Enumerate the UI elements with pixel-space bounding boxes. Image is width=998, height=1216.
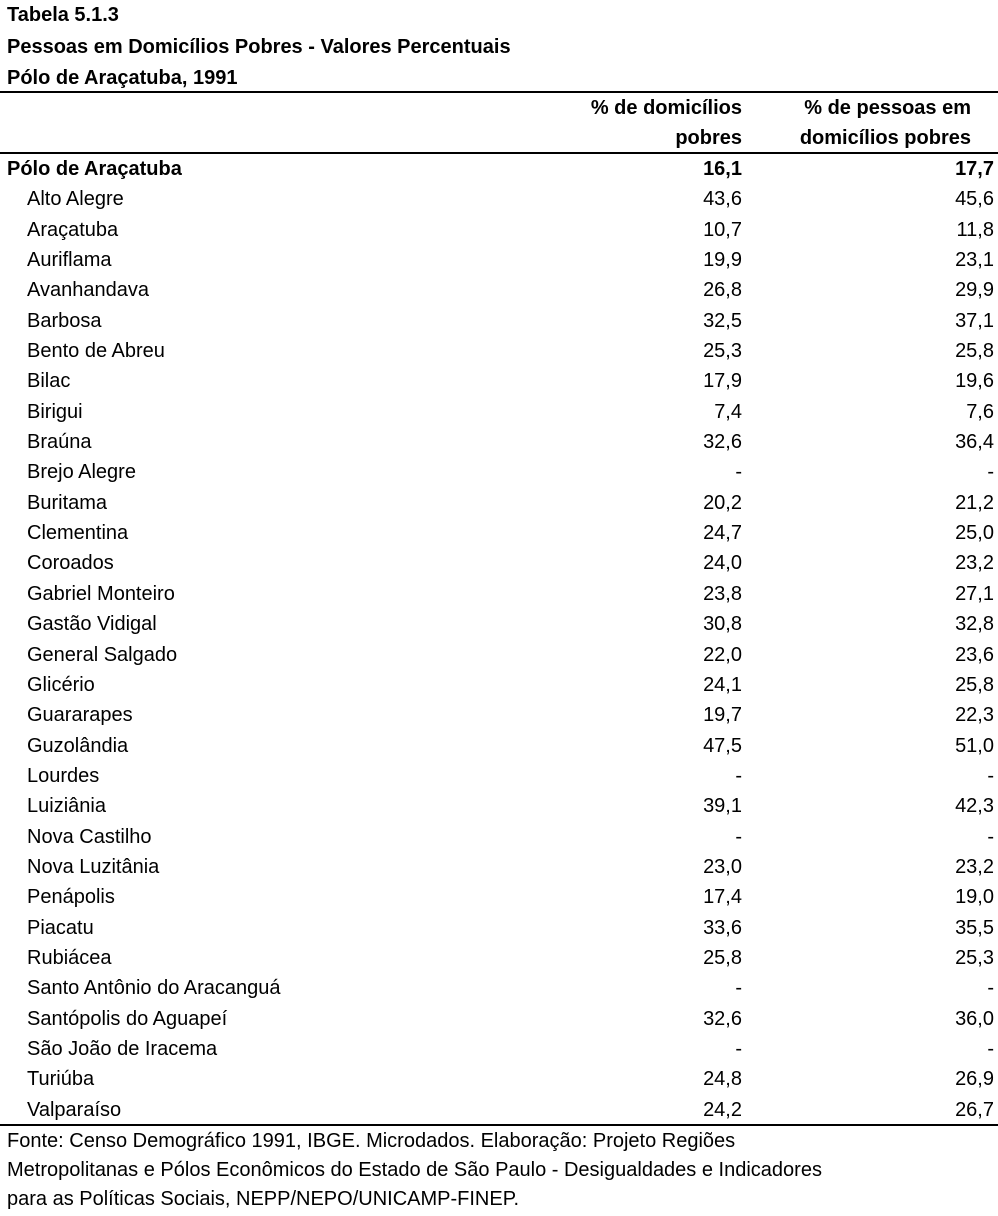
row-name: Nova Castilho (27, 825, 152, 848)
row-pct-domicilios: 24,0 (703, 552, 742, 575)
row-pct-pessoas: - (987, 977, 994, 1000)
table-title: Pessoas em Domicílios Pobres - Valores Percentuais (7, 36, 511, 58)
row-name: Piacatu (27, 916, 94, 939)
table-row (0, 245, 998, 275)
row-pct-pessoas: 26,7 (955, 1098, 994, 1121)
table-row (0, 457, 998, 487)
row-pct-pessoas: 36,4 (955, 431, 994, 454)
row-pct-pessoas: 19,0 (955, 886, 994, 909)
row-name: Valparaíso (27, 1098, 122, 1121)
table-row-total (0, 154, 998, 184)
row-pct-pessoas: - (987, 764, 994, 787)
row-pct-domicilios: 16,1 (703, 158, 742, 180)
source-line: Metropolitanas e Pólos Econômicos do Estado de São Paulo - Desigualdades e Indicadores (7, 1159, 822, 1181)
row-name: Guzolândia (27, 734, 129, 757)
table-row (0, 700, 998, 730)
row-pct-pessoas: 32,8 (955, 613, 994, 636)
row-pct-pessoas: - (987, 825, 994, 848)
row-pct-pessoas: 27,1 (955, 582, 994, 605)
table-body (0, 154, 998, 1125)
row-pct-pessoas: 23,6 (955, 643, 994, 666)
row-name: Penápolis (27, 886, 115, 909)
row-name: Clementina (27, 522, 129, 545)
row-pct-pessoas: 11,8 (956, 218, 994, 241)
row-pct-domicilios: 32,6 (703, 1007, 742, 1030)
table-row (0, 184, 998, 214)
row-pct-domicilios: 24,2 (703, 1098, 742, 1121)
row-pct-domicilios: 43,6 (703, 188, 742, 211)
table-row (0, 609, 998, 639)
source-line: para as Políticas Sociais, NEPP/NEPO/UNICAMP-FINEP. (7, 1188, 520, 1210)
row-pct-pessoas: 22,3 (955, 704, 994, 727)
table-row (0, 913, 998, 943)
row-pct-pessoas: - (987, 461, 994, 484)
table-row (0, 1095, 998, 1125)
row-pct-pessoas: 42,3 (955, 795, 994, 818)
table-row (0, 943, 998, 973)
row-name: Glicério (27, 673, 95, 696)
table-subtitle: Pólo de Araçatuba, 1991 (7, 67, 238, 89)
row-pct-domicilios: 23,0 (703, 855, 742, 878)
row-name: Luiziânia (27, 795, 106, 818)
row-pct-domicilios: - (735, 977, 742, 1000)
column-header-pct-pessoas (800, 93, 971, 153)
column-header-line: domicílios pobres (799, 127, 971, 149)
row-pct-domicilios: 7,4 (714, 400, 742, 423)
column-header-pct-domicilios (591, 93, 742, 153)
row-pct-domicilios: 23,8 (703, 582, 742, 605)
column-header-line: % de pessoas em (804, 97, 971, 119)
row-pct-pessoas: 17,7 (955, 158, 994, 180)
row-name: Coroados (27, 552, 114, 575)
row-pct-pessoas: 23,1 (955, 249, 994, 272)
row-pct-pessoas: 36,0 (955, 1007, 994, 1030)
table-row (0, 518, 998, 548)
table-row (0, 670, 998, 700)
table-row (0, 852, 998, 882)
row-pct-domicilios: - (735, 1037, 742, 1060)
table-row (0, 1064, 998, 1094)
row-pct-domicilios: 24,1 (703, 673, 742, 696)
row-name: Buritama (27, 491, 108, 514)
row-pct-pessoas: 25,3 (955, 946, 994, 969)
row-pct-domicilios: 19,9 (703, 249, 742, 272)
row-pct-domicilios: 25,3 (703, 340, 742, 363)
source-line: Fonte: Censo Demográfico 1991, IBGE. Microdados. Elaboração: Projeto Regiões (7, 1130, 736, 1152)
table-row (0, 488, 998, 518)
row-name: Gabriel Monteiro (27, 582, 175, 605)
row-pct-domicilios: 32,5 (703, 309, 742, 332)
row-name: Avanhandava (27, 279, 149, 302)
row-name: Nova Luzitânia (27, 855, 160, 878)
row-pct-domicilios: 17,4 (703, 886, 742, 909)
row-name: Bento de Abreu (27, 340, 165, 363)
row-name: Bilac (27, 370, 71, 393)
row-name: Alto Alegre (27, 188, 124, 211)
table-row (0, 640, 998, 670)
table-row (0, 215, 998, 245)
row-pct-domicilios: 20,2 (703, 491, 742, 514)
row-pct-domicilios: 24,8 (703, 1068, 742, 1091)
row-name: Santo Antônio do Aracanguá (27, 977, 281, 1000)
table-row (0, 579, 998, 609)
table-row (0, 822, 998, 852)
row-pct-domicilios: 26,8 (703, 279, 742, 302)
row-pct-pessoas: 23,2 (955, 855, 994, 878)
table-row (0, 731, 998, 761)
row-pct-domicilios: 30,8 (703, 613, 742, 636)
row-name: Rubiácea (27, 946, 112, 969)
row-name: Braúna (27, 431, 92, 454)
row-pct-pessoas: 35,5 (955, 916, 994, 939)
row-name: Pólo de Araçatuba (7, 158, 182, 180)
row-name: Gastão Vidigal (27, 613, 157, 636)
row-pct-pessoas: 25,0 (955, 522, 994, 545)
table-row (0, 1034, 998, 1064)
row-name: Auriflama (27, 249, 112, 272)
row-pct-pessoas: 51,0 (955, 734, 994, 757)
row-pct-domicilios: 10,7 (703, 218, 742, 241)
table-row (0, 427, 998, 457)
table-row (0, 1004, 998, 1034)
table-row (0, 548, 998, 578)
row-name: General Salgado (27, 643, 178, 666)
row-pct-pessoas: 7,6 (966, 400, 994, 423)
row-pct-domicilios: 32,6 (703, 431, 742, 454)
row-pct-domicilios: 39,1 (703, 795, 742, 818)
table-row (0, 882, 998, 912)
row-name: Lourdes (27, 764, 100, 787)
row-name: Araçatuba (27, 218, 119, 241)
row-pct-domicilios: 17,9 (703, 370, 742, 393)
row-pct-pessoas: 25,8 (955, 673, 994, 696)
column-header-line: % de domicílios (590, 97, 742, 119)
row-pct-domicilios: - (735, 825, 742, 848)
row-pct-pessoas: 19,6 (955, 370, 994, 393)
row-pct-pessoas: 29,9 (955, 279, 994, 302)
table-row (0, 973, 998, 1003)
row-pct-pessoas: - (987, 1037, 994, 1060)
row-pct-pessoas: 25,8 (955, 340, 994, 363)
table-row (0, 761, 998, 791)
row-pct-pessoas: 26,9 (955, 1068, 994, 1091)
table-row (0, 336, 998, 366)
row-name: Santópolis do Aguapeí (27, 1007, 228, 1030)
row-name: Guararapes (27, 704, 133, 727)
row-pct-domicilios: - (735, 461, 742, 484)
table-row (0, 306, 998, 336)
table-row (0, 275, 998, 305)
row-pct-domicilios: 47,5 (703, 734, 742, 757)
column-header-line: pobres (675, 127, 742, 149)
row-pct-pessoas: 45,6 (955, 188, 994, 211)
row-name: São João de Iracema (27, 1037, 218, 1060)
row-name: Barbosa (27, 309, 102, 332)
row-name: Turiúba (27, 1068, 95, 1091)
table-row (0, 791, 998, 821)
row-pct-pessoas: 37,1 (955, 309, 994, 332)
row-pct-domicilios: - (735, 764, 742, 787)
row-pct-domicilios: 19,7 (703, 704, 742, 727)
source-note (7, 1127, 992, 1214)
row-pct-pessoas: 23,2 (955, 552, 994, 575)
row-pct-domicilios: 24,7 (703, 522, 742, 545)
table-number: Tabela 5.1.3 (7, 4, 119, 26)
row-name: Brejo Alegre (27, 461, 136, 484)
row-pct-domicilios: 25,8 (703, 946, 742, 969)
row-name: Birigui (27, 400, 83, 423)
table-row (0, 366, 998, 396)
row-pct-domicilios: 33,6 (703, 916, 742, 939)
bottom-rule (0, 1124, 998, 1126)
table-row (0, 397, 998, 427)
row-pct-pessoas: 21,2 (955, 491, 994, 514)
row-pct-domicilios: 22,0 (703, 643, 742, 666)
